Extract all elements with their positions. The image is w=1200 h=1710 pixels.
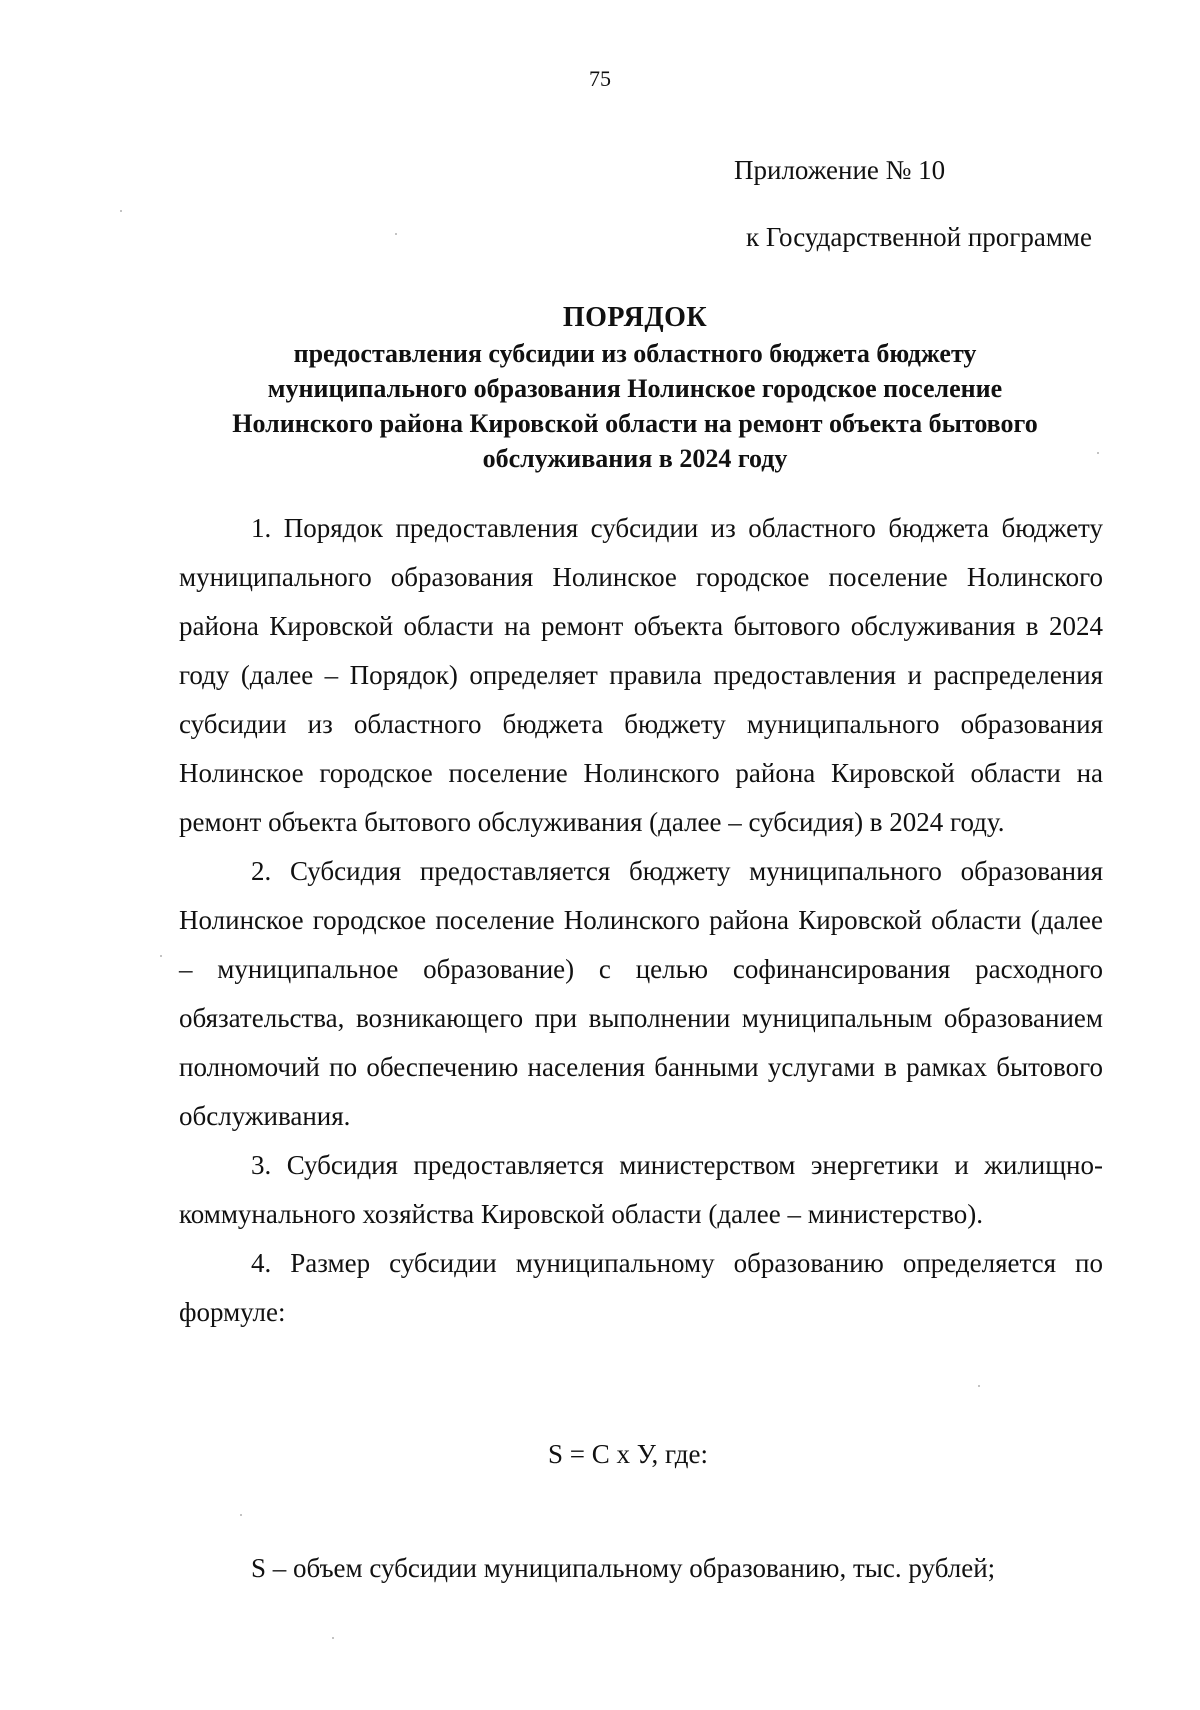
page-number: 75 (589, 66, 611, 91)
paragraph-3: 3. Субсидия предоставляется министерством энергетики и жилищно-коммунального хозяйства Кировской области (далее – министерство). (179, 1150, 1103, 1229)
subsidy-formula: S = С х У, где: (548, 1439, 708, 1469)
document-title-block (180, 300, 1090, 476)
scan-speck (978, 1385, 980, 1387)
appendix-number: Приложение № 10 (734, 155, 946, 185)
appendix-program-reference: к Государственной программе (745, 222, 1092, 252)
scan-speck (332, 1637, 334, 1639)
formula-definition-s: S – объем субсидии муниципальному образованию, тыс. рублей; (251, 1553, 996, 1583)
paragraph-2: 2. Субсидия предоставляется бюджету муниципального образования Нолинское городское поселение Нолинского района Кировской области (далее – муниципальное образование) с целью софинансирования расходного обязательства, возникающего при выполнении муниципальным образованием полномочий по обеспечению населения банными услугами в рамках бытового обслуживания. (179, 856, 1103, 1131)
scan-speck (395, 233, 397, 235)
scan-speck (160, 955, 162, 957)
document-subtitle-line: муниципального образования Нолинское городское поселение (267, 374, 1003, 403)
scan-speck (120, 210, 122, 212)
paragraph-1: 1. Порядок предоставления субсидии из областного бюджета бюджету муниципального образования Нолинское городское поселение Нолинского района Кировской области на ремонт объекта бытового обслуживания в 2024 году (далее – Порядок) определяет правила предоставления и распределения субсидии из областного бюджета бюджету муниципального образования Нолинское городское поселение Нолинского района Кировской области на ремонт объекта бытового обслуживания (далее – субсидия) в 2024 году. (179, 513, 1103, 837)
document-subtitle-line: обслуживания в 2024 году (482, 444, 788, 473)
document-body (179, 504, 1103, 1337)
scan-speck (240, 1514, 242, 1516)
document-subtitle-line: предоставления субсидии из областного бюджета бюджету (293, 339, 977, 368)
document-subtitle-line: Нолинского района Кировской области на ремонт объекта бытового (232, 409, 1038, 438)
paragraph-4: 4. Размер субсидии муниципальному образованию определяется по формуле: (179, 1248, 1103, 1327)
scan-speck (1097, 452, 1099, 454)
document-title: ПОРЯДОК (562, 302, 708, 333)
